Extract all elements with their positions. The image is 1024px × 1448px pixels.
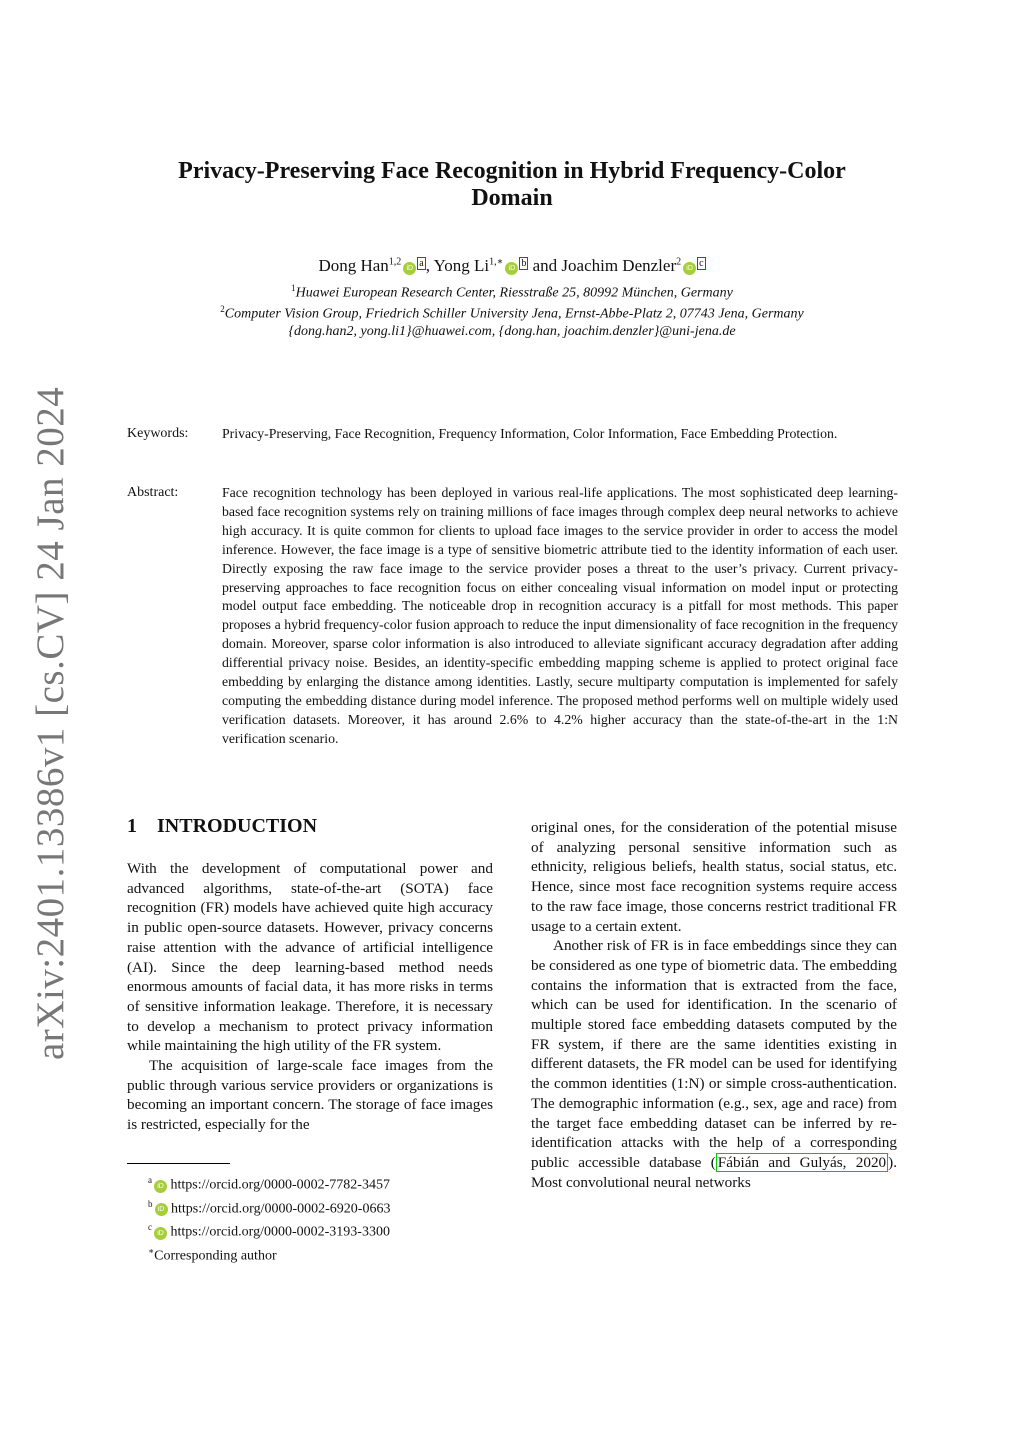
- citation-link[interactable]: Fábián and Gulyás, 2020: [717, 1153, 887, 1171]
- footnote-mark: c: [148, 1222, 152, 1233]
- keywords-label: Keywords:: [127, 426, 189, 441]
- orcid-icon[interactable]: iD: [683, 262, 696, 275]
- footnote-link[interactable]: a: [419, 258, 424, 269]
- author-emails: {dong.han2, yong.li1}@huawei.com, {dong.han, joachim.denzler}@uni-jena.de: [288, 324, 736, 339]
- abstract-label: Abstract:: [127, 485, 179, 500]
- author-name: Dong Han: [318, 256, 389, 275]
- affiliation-number: 2: [220, 304, 225, 314]
- affiliation: [0, 283, 1024, 302]
- keywords-text: Privacy-Preserving, Face Recognition, Frequency Information, Color Information, Face Embedding Protection.: [222, 426, 838, 441]
- arxiv-side-stamp: arXiv:2401.13386v1 [cs.CV] 24 Jan 2024: [29, 386, 72, 1060]
- author-list: [0, 256, 1024, 276]
- footnote-link[interactable]: https://orcid.org/0000-0002-6920-0663: [171, 1201, 391, 1217]
- author-separator: ,: [425, 256, 434, 275]
- paragraph-text: Another risk of FR is in face embeddings since they can be considered as one type of biometric data. The embedding contains the information that is extracted from the face, which can be used for identification. In the scenario of multiple stored face embedding datasets computed by the FR system, if there are the same identities existing in different datasets, the FR model can be used for identifying the common identities (1:N) or simple cross-authentication. The demographic information (e.g., sex, age and race) from the target face embedding dataset can be inferred by re-identification attacks with the help of a corresponding public accessible database (: [531, 937, 897, 1171]
- affiliation-text: Computer Vision Group, Friedrich Schiller University Jena, Ernst-Abbe-Platz 2, 07743 Jena, Germany: [224, 306, 804, 322]
- paragraph-text: ). Most convolutional neural networks: [531, 1153, 897, 1191]
- paragraph: [531, 936, 897, 1192]
- orcid-icon[interactable]: iD: [403, 262, 416, 275]
- footnote-link[interactable]: https://orcid.org/0000-0002-3193-3300: [170, 1224, 390, 1240]
- affiliation-number: 1: [291, 283, 296, 293]
- footnote-link[interactable]: b: [521, 258, 527, 269]
- footnote-link[interactable]: https://orcid.org/0000-0002-7782-3457: [170, 1177, 390, 1193]
- section-heading: [127, 815, 317, 838]
- abstract-text: Face recognition technology has been deployed in various real-life applications. The most sophisticated deep learning-based face recognition systems rely on training millions of face images through complex deep neural networks to achieve high accuracy. It is quite common for clients to upload face images to the service provider in order to access the model inference. However, the face image is a type of sensitive biometric attribute tied to the identity information of each user. Directly exposing the raw face image to the service provider poses a threat to the user’s privacy. Current privacy-preserving approaches to face recognition focus on either concealing visual information on model input or protecting model output face embedding. The noticeable drop in recognition accuracy is a pitfall for most methods. This paper proposes a hybrid frequency-color fusion approach to reduce the input dimensionality of face recognition in the frequency domain. Moreover, sparse color information is also introduced to alleviate significant accuracy degradation after adding differential privacy noise. Besides, an identity-specific embedding mapping scheme is applied to protect original face embedding by enlarging the distance among identities. Lastly, secure multiparty computation is implemented for safely computing the embedding distance during model inference. The proposed method performs well on multiple widely used verification datasets. Moreover, it has around 2.6% to 4.2% higher accuracy than the state-of-the-art in the 1:N verification scenario.: [222, 485, 898, 746]
- paragraph: The acquisition of large-scale face images from the public through various service providers or organizations is becoming an important concern. The storage of face images is restricted, especially for the: [127, 1057, 493, 1134]
- affiliation: [0, 304, 1024, 323]
- footnote-mark: ∗: [148, 1245, 155, 1256]
- paper-title: Privacy-Preserving Face Recognition in Hybrid Frequency-Color Domain: [178, 158, 846, 211]
- footnote: [148, 1171, 390, 1195]
- footnote: [148, 1218, 390, 1242]
- footnote-link[interactable]: c: [699, 258, 704, 269]
- author-affil-sup: 2: [676, 256, 682, 268]
- section-number: 1: [127, 815, 137, 837]
- left-column: [127, 859, 493, 1135]
- paragraph: With the development of computational power and advanced algorithms, state-of-the-art (SOTA) face recognition (FR) models have achieved quite high accuracy in public open-source datasets. However, privacy concerns raise attention with the advance of artificial intelligence (AI). Since the deep learning-based method needs enormous amounts of facial data, it has more risks in terms of sensitive information leakage. Therefore, it is necessary to develop a mechanism to protect privacy information while maintaining the high utility of the FR system.: [127, 860, 493, 1055]
- orcid-icon: iD: [154, 1227, 167, 1240]
- affiliation-text: Huawei European Research Center, Riesstraße 25, 80992 München, Germany: [295, 285, 733, 301]
- footnote-mark: b: [148, 1198, 153, 1209]
- orcid-icon[interactable]: iD: [505, 262, 518, 275]
- footnotes: [148, 1171, 390, 1266]
- right-column: [531, 818, 897, 1192]
- paragraph: original ones, for the consideration of the potential misuse of analyzing personal sensitive information such as ethnicity, religious beliefs, health status, social status, etc. Hence, since most face recognition systems require access to the raw face image, those concerns restrict traditional FR usage to a certain extent.: [531, 819, 897, 935]
- footnote-mark: a: [148, 1175, 152, 1185]
- footnote: [148, 1242, 390, 1266]
- footnote-text: Corresponding author: [154, 1248, 277, 1264]
- author-name: Yong Li: [433, 256, 490, 275]
- author-affil-sup: 1,2: [388, 256, 402, 268]
- orcid-icon: iD: [154, 1180, 167, 1193]
- author-affil-sup: 1,∗: [489, 256, 504, 268]
- author-separator: and: [528, 256, 562, 275]
- orcid-icon: iD: [155, 1203, 168, 1216]
- footnote: [148, 1195, 390, 1219]
- section-title: INTRODUCTION: [157, 815, 318, 837]
- author-name: Joachim Denzler: [561, 256, 677, 275]
- footnote-divider: [127, 1163, 230, 1164]
